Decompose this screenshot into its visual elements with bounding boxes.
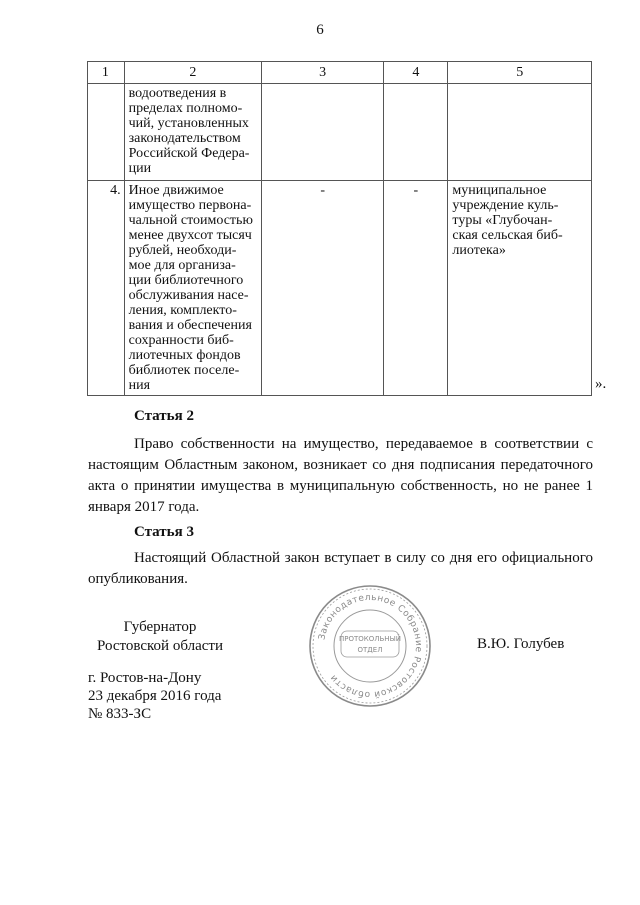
- recipient-text: муниципальное учреждение куль- туры «Глубочан- ская сельская биб- лиотека»: [452, 183, 563, 258]
- column-3-cell: [262, 84, 384, 181]
- article-3-heading: Статья 3: [134, 524, 194, 540]
- property-table: [87, 61, 592, 396]
- header-cell-3: 3: [262, 62, 384, 84]
- table-row: [88, 84, 592, 181]
- table-header-row: [88, 62, 592, 84]
- adoption-date: 23 декабря 2016 года: [88, 688, 222, 704]
- property-name-cell: [124, 84, 261, 181]
- header-cell-5: 5: [448, 62, 592, 84]
- article-2-heading: Статья 2: [134, 408, 194, 424]
- table-row: [88, 181, 592, 396]
- recipient-cell: [448, 84, 592, 181]
- property-name-cell: [124, 181, 261, 396]
- seal-ring-text: Законодательное Собрание Ростовской области: [317, 592, 424, 700]
- header-cell-4: 4: [384, 62, 448, 84]
- law-number: № 833-ЗС: [88, 706, 152, 722]
- page-number: 6: [316, 22, 324, 38]
- signatory-title-line1: Губернатор: [123, 619, 197, 635]
- header-cell-2: 2: [124, 62, 261, 84]
- recipient-cell: [448, 181, 592, 396]
- column-4-cell: -: [384, 181, 448, 396]
- official-seal-stamp: [305, 581, 435, 711]
- article-2-text: Право собственности на имущество, передаваемое в соответствии с настоящим Областным законом, возникает со дня подписания передаточного акта о принятии имущества в муниципальную собственность, но не ранее 1 января 2017 года.: [88, 436, 593, 515]
- column-4-cell: [384, 84, 448, 181]
- signatory-title-line2: Ростовской области: [97, 638, 223, 654]
- signatory-name: В.Ю. Голубев: [477, 636, 565, 652]
- property-name-text: водоотведения в пределах полномо- чий, установленных законодательством Российской Федера- ции: [128, 86, 250, 176]
- article-3-text: Настоящий Областной закон вступает в силу со дня его официального опубликования.: [88, 550, 593, 587]
- header-cell-1: 1: [88, 62, 125, 84]
- city: г. Ростов-на-Дону: [88, 670, 202, 686]
- closing-quote: ».: [595, 376, 607, 392]
- row-number-cell: [88, 84, 125, 181]
- column-3-cell: -: [262, 181, 384, 396]
- seal-inner-line2: ОТДЕЛ: [357, 646, 383, 654]
- property-name-text: Иное движимое имущество первона- чальной стоимостью менее двухсот тысяч рублей, необходи- мое для организа- ции библиотечного обслуживания насе- ления, комплекто- вания и обеспечения сохранности биб- лиотечных фондов библиотек поселе- ния: [128, 183, 253, 393]
- signatory-title: [90, 618, 230, 656]
- row-number-cell: 4.: [88, 181, 125, 396]
- seal-inner-line1: ПРОТОКОЛЬНЫЙ: [338, 635, 402, 643]
- place-date-block: [88, 669, 221, 723]
